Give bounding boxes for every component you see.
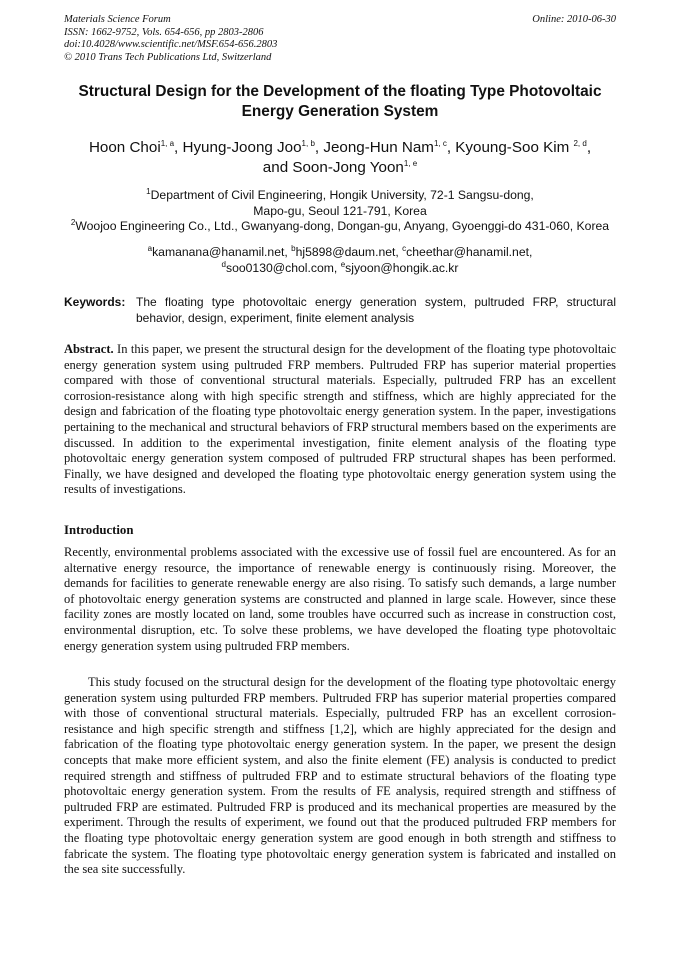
author-emails — [40, 245, 640, 276]
paper-title: Structural Design for the Development of the floating Type Photovoltaic Energy Generation System — [78, 83, 602, 120]
section-heading-introduction: Introduction — [64, 523, 134, 537]
author: Hyung-Joong Joo$^{1, b}$, — [182, 138, 324, 156]
affiliation-2: $^2$Woojoo Engineering Co., Ltd., Gwanyang-dong, Dongan-gu, Anyang, Gyoenggi-do 431-060, Korea — [70, 217, 610, 233]
journal-name: Materials Science Forum — [64, 14, 171, 25]
email: $^d$soo0130@chol.com, — [221, 259, 341, 275]
email: $^c$cheethar@hanamil.net, — [402, 243, 533, 259]
author: Hoon Choi$^{1, a}$, — [88, 138, 183, 156]
affiliation-1: $^1$Department of Civil Engineering, Hongik University, 72-1 Sangsu-dong, — [146, 186, 534, 202]
email: $^e$sjyoon@hongik.ac.kr — [340, 259, 459, 275]
email: $^b$hj5898@daum.net, — [291, 243, 403, 259]
affiliations — [40, 188, 640, 235]
abstract — [64, 342, 616, 498]
affiliation-1-line2: Mapo-gu, Seoul 121-791, Korea — [253, 203, 427, 218]
keywords-text: The floating type photovoltaic energy generation system, pultruded FRP, structural behavior, design, experiment, finite element analysis — [136, 295, 616, 325]
abstract-text: In this paper, we present the structural design for the development of the floating type photovoltaic energy generation system using pultruded FRP members. Pultruded FRP has superior material properties compared with those of conventional structural materials. Especially, pultruded FRP has an excellent corrosion-resistance along with high specific strength and stiffness, which are highly appreciated for the design and fabrication of the floating type photovoltaic energy generation system. In the paper, investigations pertaining to the mechanical and structural behaviors of FRP structural members based on the experiments are discussed. In addition to the experimental investigation, finite element analysis of the floating type photovoltaic energy generation system composed of pultruded FRP structural shapes has been performed. Finally, we have designed and developed the floating type photovoltaic energy generation system using the results of investigations. — [64, 342, 616, 497]
copyright-line: © 2010 Trans Tech Publications Ltd, Switzerland — [64, 51, 272, 63]
keywords-label: Keywords: — [64, 295, 126, 309]
introduction-paragraph-1: Recently, environmental problems associated with the excessive use of fossil fuel are encountered. As for an alternative energy resource, the importance of renewable energy is continuously rising. Moreover, the demands for facilities to generate renewable energy are also rising. To satisfy such demands, a large number of photovoltaic energy generation systems are constructed and planned in large scale. However, since these facility zones are mostly located on land, some troubles have occurred such as increase in construction cost, environmental disruption, etc. To solve these problems, we have developed the floating type photovoltaic energy generation system using pultruded FRP members. — [64, 545, 616, 653]
doi-line: doi:10.4028/www.scientific.net/MSF.654-656.2803 — [64, 39, 278, 51]
keywords — [64, 295, 616, 326]
author-list — [40, 138, 640, 178]
author: Jeong-Hun Nam$^{1, c}$, — [323, 138, 456, 156]
abstract-label: Abstract. — [64, 342, 114, 356]
author: and Soon-Jong Yoon$^{1, e}$ — [262, 158, 418, 176]
issn-line: ISSN: 1662-9752, Vols. 654-656, pp 2803-2806 — [64, 26, 264, 38]
author: Kyoung-Soo Kim $^{2, d}$, — [455, 138, 592, 156]
introduction-paragraph-2: This study focused on the structural design for the development of the floating type photovoltaic energy generation system using pulturded FRP members. Pultruded FRP has superior material properties compared with those of conventional structural materials. Especially, pultruded FRP has an excellent corrosion-resistance and high specific strength and stiffness [1,2], which are highly appreciated for the design and fabrication of the floating type photovoltaic energy generation system. In the paper, we present the design concepts that make more efficient system, and also the finite element (FE) analysis is conducted to predict required strength and stiffness of pultruded FRP and to estimate structural behaviors of the floating type photovoltaic energy generation system. From the results of FE analysis, required strength and stiffness of pultruded FRP are estimated. Pultruded FRP is produced and its mechanical properties are measured by the experiment. Through the results of experiment, we found out that the produced pultruded FRP members for the floating type photovoltaic energy generation system are good enough in both strength and stiffness to fabricate the system. The floating type photovoltaic energy generation system is fabricated and installed on the sea site successfully. — [64, 675, 616, 877]
email: $^a$kamanana@hanamil.net, — [147, 243, 292, 259]
journal-header — [64, 14, 616, 64]
online-date: Online: 2010-06-30 — [532, 14, 616, 25]
